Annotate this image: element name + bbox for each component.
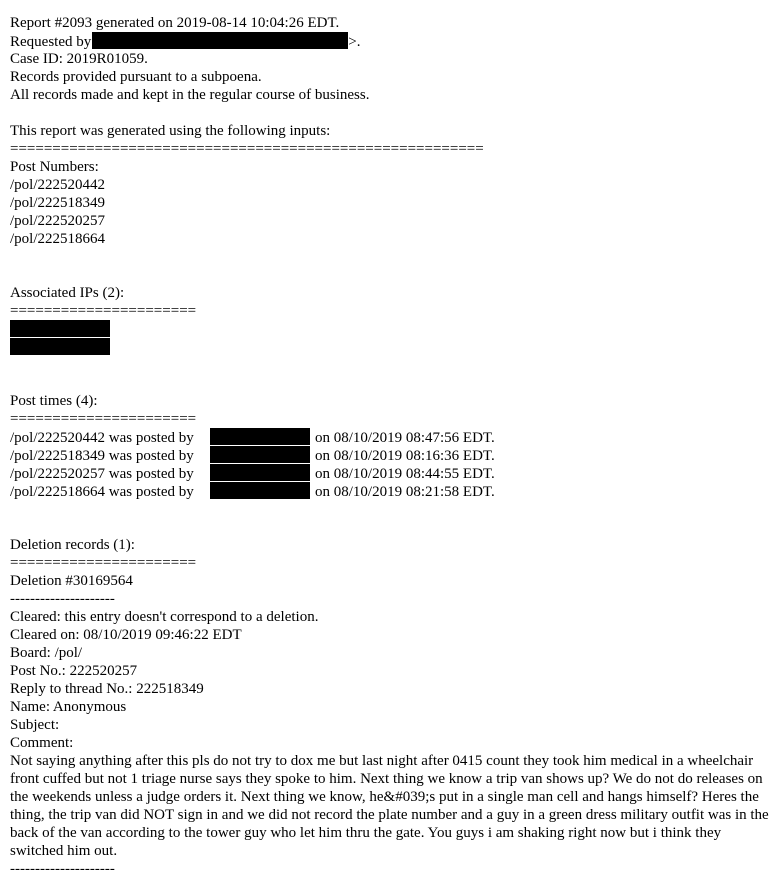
deletion-name: Name: Anonymous bbox=[10, 699, 127, 715]
post-time-post: /pol/222520442 was posted by bbox=[10, 430, 194, 446]
requested-by-label: Requested by bbox=[10, 34, 92, 50]
post-time-value: on 08/10/2019 08:44:55 EDT. bbox=[315, 466, 495, 482]
redacted-poster bbox=[210, 464, 310, 481]
deletion-dash-rule: --------------------- bbox=[10, 591, 115, 607]
post-time-post: /pol/222518664 was posted by bbox=[10, 484, 194, 500]
post-numbers-heading: Post Numbers: bbox=[10, 159, 99, 175]
ip-list bbox=[10, 320, 778, 355]
redacted-ip bbox=[10, 338, 110, 355]
deletion-subject: Subject: bbox=[10, 717, 60, 733]
deletions-rule: ====================== bbox=[10, 555, 197, 571]
report-line: Report #2093 generated on 2019-08-14 10:04:26 EDT. bbox=[10, 15, 340, 31]
deletion-reply-to: Reply to thread No.: 222518349 bbox=[10, 681, 204, 697]
deletion-end-rule: --------------------- bbox=[10, 861, 115, 877]
case-id: Case ID: 2019R01059. bbox=[10, 51, 148, 67]
deletion-comment-label: Comment: bbox=[10, 735, 74, 751]
ips-heading: Associated IPs (2): bbox=[10, 285, 125, 301]
post-time-value: on 08/10/2019 08:47:56 EDT. bbox=[315, 430, 495, 446]
spacer bbox=[10, 518, 778, 536]
post-time-row bbox=[10, 482, 778, 500]
post-number-item: /pol/222520257 bbox=[10, 213, 106, 229]
inputs-rule: ======================================================== bbox=[10, 141, 484, 157]
redacted-poster bbox=[210, 446, 310, 463]
post-times-heading: Post times (4): bbox=[10, 393, 98, 409]
post-number-item: /pol/222520442 bbox=[10, 177, 106, 193]
post-time-value: on 08/10/2019 08:21:58 EDT. bbox=[315, 484, 495, 500]
spacer bbox=[10, 500, 778, 518]
report-document bbox=[10, 14, 778, 878]
post-number-item: /pol/222518664 bbox=[10, 231, 106, 247]
deletion-board: Board: /pol/ bbox=[10, 645, 83, 661]
requested-by-suffix: >. bbox=[348, 34, 361, 50]
ips-rule: ====================== bbox=[10, 303, 197, 319]
spacer bbox=[10, 356, 778, 374]
post-time-row bbox=[10, 464, 778, 482]
post-number-item: /pol/222518349 bbox=[10, 195, 106, 211]
post-time-post: /pol/222520257 was posted by bbox=[10, 466, 194, 482]
post-time-post: /pol/222518349 was posted by bbox=[10, 448, 194, 464]
redacted-poster bbox=[210, 482, 310, 499]
deletions-heading: Deletion records (1): bbox=[10, 537, 135, 553]
deletion-cleared-on: Cleared on: 08/10/2019 09:46:22 EDT bbox=[10, 627, 242, 643]
spacer bbox=[10, 104, 778, 122]
post-time-row bbox=[10, 446, 778, 464]
business-note: All records made and kept in the regular course of business. bbox=[10, 87, 370, 103]
inputs-intro: This report was generated using the following inputs: bbox=[10, 123, 331, 139]
spacer bbox=[10, 248, 778, 266]
post-times-rule: ====================== bbox=[10, 411, 197, 427]
deletion-comment-body: Not saying anything after this pls do not try to dox me but last night after 0415 count they took him medical in a wheelchair front cuffed but not 1 triage nurse says they spoke to him. Next thing we know a trip van shows up? We do not do releases on the weekends unless a judge orders it. Next thing we know, he&#039;s put in a single man cell and hangs himself? Heres the thing, the trip van did NOT sign in and we did not record the plate number and a guy in a green dress military outfit was in the back of the van according to the tower guy who let him thru the gate. You guys i am shaking right now but i think they switched him out. bbox=[10, 753, 769, 859]
redacted-poster bbox=[210, 428, 310, 445]
post-time-value: on 08/10/2019 08:16:36 EDT. bbox=[315, 448, 495, 464]
redacted-ip bbox=[10, 320, 110, 337]
redacted-requester bbox=[92, 32, 348, 49]
deletion-post-no: Post No.: 222520257 bbox=[10, 663, 138, 679]
post-time-row bbox=[10, 428, 778, 446]
deletion-cleared: Cleared: this entry doesn't correspond to a deletion. bbox=[10, 609, 319, 625]
requested-by-line bbox=[10, 32, 778, 50]
spacer bbox=[10, 266, 778, 284]
deletion-title: Deletion #30169564 bbox=[10, 573, 133, 589]
spacer bbox=[10, 374, 778, 392]
records-note: Records provided pursuant to a subpoena. bbox=[10, 69, 262, 85]
